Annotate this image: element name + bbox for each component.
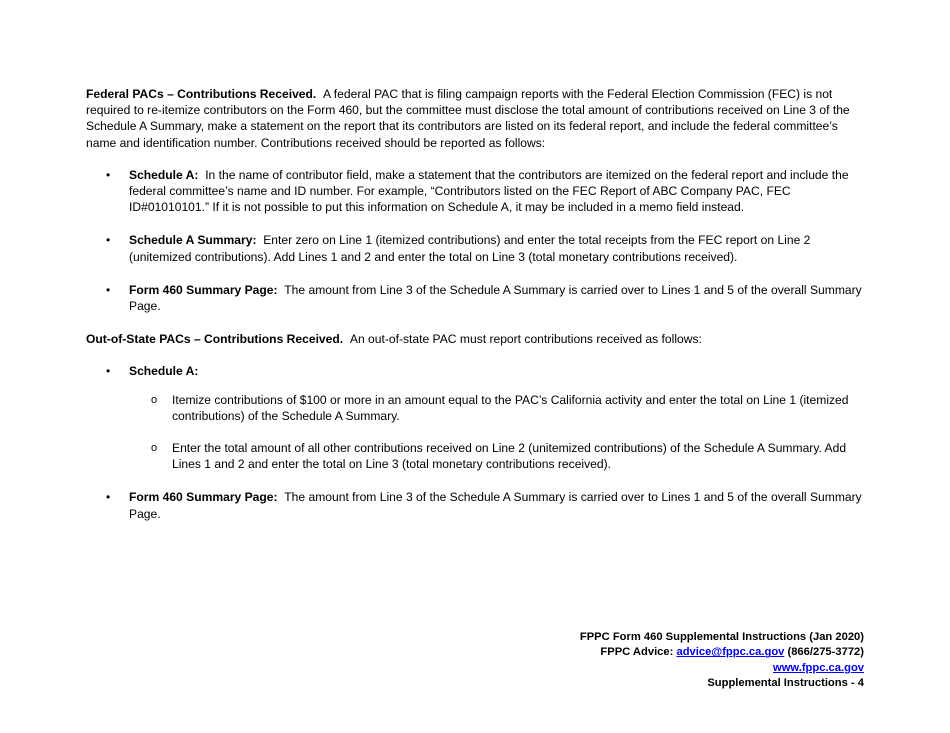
footer-page-label: Supplemental Instructions - 4 — [707, 677, 864, 690]
bullet-icon: • — [106, 490, 111, 505]
circle-bullet-icon: o — [151, 393, 158, 406]
form-460-summary-text: The amount from Line 3 of the Schedule A Summary is carried over to Lines 1 and 5 of the overall Summary Page. — [129, 282, 862, 314]
list-item — [86, 363, 866, 472]
footer-advice-phone: (866/275-3772) — [787, 646, 864, 659]
bullet-icon: • — [106, 282, 111, 297]
list-item — [86, 489, 866, 521]
list-item — [86, 282, 866, 314]
out-of-state-pacs-intro: An out-of-state PAC must report contributions received as follows: — [349, 332, 702, 347]
schedule-a-summary-text: Enter zero on Line 1 (itemized contributions) and enter the total receipts from the FEC report on Line 2 (unitemized contributions). Add Lines 1 and 2 and enter the total on Line 3 (total monetary contributions received). — [129, 233, 811, 264]
out-of-state-bullet-list — [86, 363, 866, 521]
federal-bullet-list — [86, 167, 866, 314]
oos-schedule-a-sublist — [129, 392, 866, 473]
list-item — [129, 440, 866, 472]
schedule-a-label: Schedule A: — [129, 167, 199, 182]
bullet-icon: • — [106, 364, 111, 379]
schedule-a-summary-label: Schedule A Summary: — [129, 233, 257, 248]
bullet-icon: • — [106, 233, 111, 248]
website-link[interactable]: www.fppc.ca.gov — [773, 661, 864, 674]
federal-pacs-paragraph — [86, 86, 866, 151]
federal-pacs-heading: Federal PACs – Contributions Received. — [86, 87, 317, 101]
out-of-state-pacs-paragraph — [86, 331, 866, 347]
footer-advice-label: FPPC Advice: — [600, 646, 674, 659]
federal-pacs-intro: A federal PAC that is filing campaign reports with the Federal Election Commission (FEC) is not required to re-itemize contributors on the Form 460, but the committee must disclose the total amount of contributions received on Line 3 of the Schedule A Summary, make a statement on the report that its contributors are listed on its federal report, and include the federal committee’s name and identification number. Contributions received should be reported as follows: — [86, 87, 850, 150]
advice-email-link[interactable]: advice@fppc.ca.gov — [676, 646, 785, 659]
main-content — [86, 86, 866, 539]
list-item — [86, 232, 866, 264]
page-footer — [580, 630, 864, 692]
bullet-icon: • — [106, 167, 111, 182]
footer-form-title: FPPC Form 460 Supplemental Instructions (Jan 2020) — [579, 631, 864, 643]
oos-unitemized-text: Enter the total amount of all other contributions received on Line 2 (unitemized contributions) of the Schedule A Summary. Add Lines 1 and 2 and enter the total on Line 3 (total monetary contributions received). — [172, 441, 847, 472]
oos-form-460-summary-label: Form 460 Summary Page: — [129, 490, 278, 505]
schedule-a-text: In the name of contributor field, make a statement that the contributors are itemized on the federal report and include the federal committee’s name and ID number. For example, “Contributors listed on the FEC Report of ABC Company PAC, FEC ID#01010101.” If it is not possible to put this information on Schedule A, it may be included in a memo field instead. — [129, 167, 849, 215]
list-item — [129, 392, 866, 424]
oos-form-460-summary-text: The amount from Line 3 of the Schedule A Summary is carried over to Lines 1 and 5 of the overall Summary Page. — [129, 490, 862, 521]
footer-advice-line — [580, 645, 864, 660]
form-460-summary-label: Form 460 Summary Page: — [129, 282, 278, 297]
oos-schedule-a-label: Schedule A: — [129, 364, 199, 379]
oos-itemize-text: Itemize contributions of $100 or more in an amount equal to the PAC’s California activity and enter the total on Line 1 (itemized contributions) of the Schedule A Summary. — [172, 392, 849, 423]
out-of-state-pacs-heading: Out-of-State PACs – Contributions Received. — [86, 332, 344, 347]
circle-bullet-icon: o — [151, 442, 158, 455]
list-item — [86, 167, 866, 216]
